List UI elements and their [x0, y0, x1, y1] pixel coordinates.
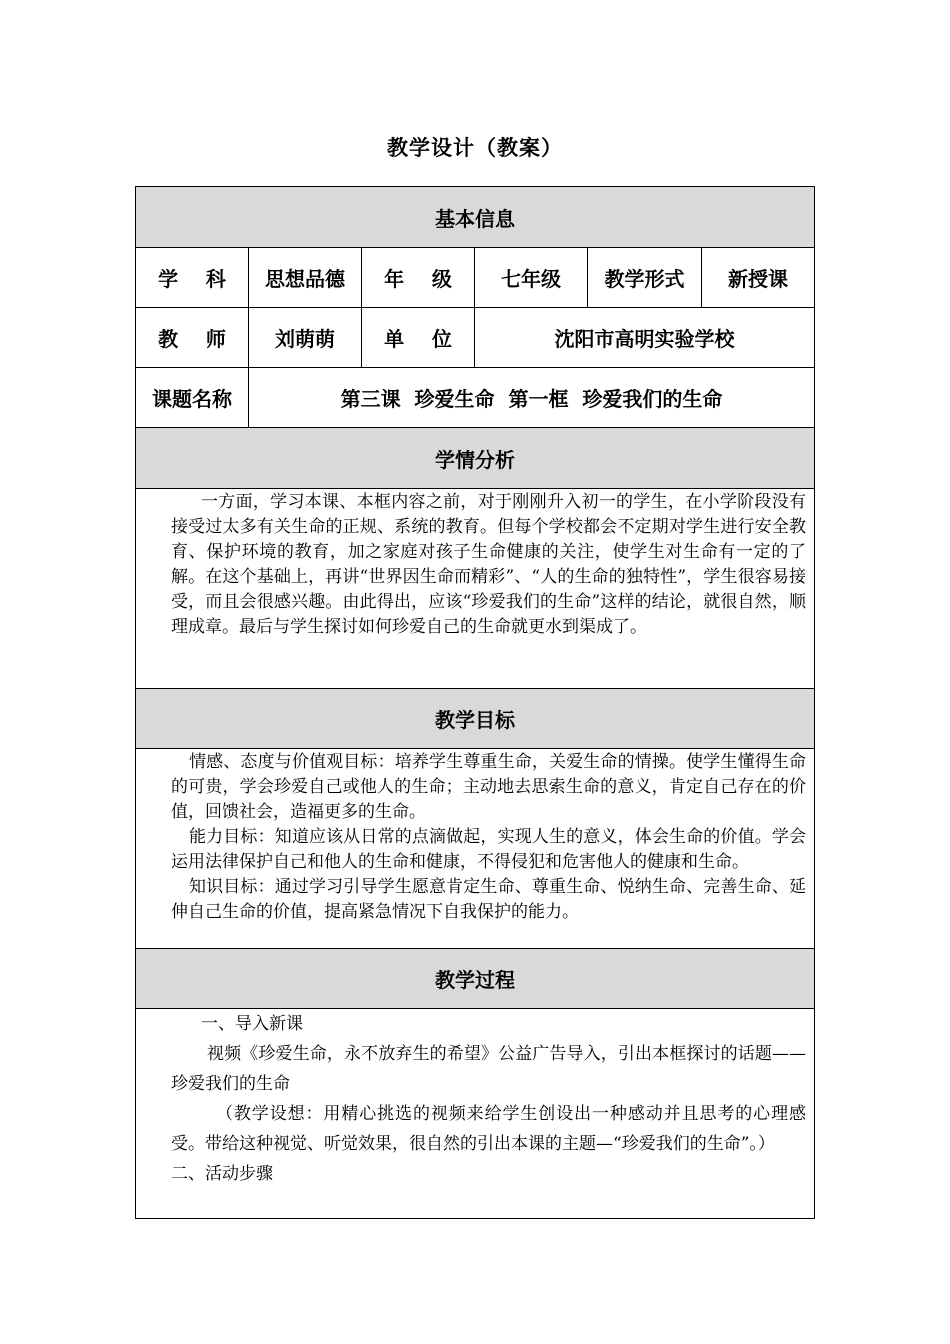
basic-info-header-text: 基本信息 [435, 206, 515, 231]
process-body [136, 1009, 814, 1218]
teacher-label: 教 师 [136, 308, 249, 367]
form-label: 教学形式 [588, 248, 702, 307]
topic-value: 第三课 珍爱生命 第一框 珍爱我们的生命 [340, 387, 723, 411]
process-header-text: 教学过程 [435, 968, 515, 992]
goal-emotion: 情感、态度与价值观目标：培养学生尊重生命，关爱生命的情操。使学生懂得生命的可贵，学会珍爱自己或他人的生命；主动地去思索生命的意义，肯定自己存在的价值，回馈社会，造福更多的生命。 [171, 752, 806, 822]
analysis-header [136, 428, 814, 489]
teacher-value: 刘萌萌 [249, 308, 362, 367]
form-value: 新授课 [728, 267, 788, 291]
goal-ability: 能力目标：知道应该从日常的点滴做起，实现人生的意义，体会生命的价值。学会运用法律保护自己和他人的生命和健康，不得侵犯和危害他人的健康和生命。 [171, 827, 806, 872]
process-step-intro: 一、导入新课 [201, 1014, 303, 1034]
process-video-line: 视频《珍爱生命，永不放弃生的希望》公益广告导入，引出本框探讨的话题——珍爱我们的生命 [171, 1044, 806, 1094]
process-design-note: （教学设想：用精心挑选的视频来给学生创设出一种感动并且思考的心理感受。带给这种视觉、听觉效果，很自然的引出本课的主题—“珍爱我们的生命”。） [171, 1104, 806, 1154]
goals-header-text: 教学目标 [435, 708, 515, 732]
grade-label: 年 级 [362, 248, 475, 307]
subject-label: 学 科 [136, 248, 249, 307]
topic-label: 课题名称 [136, 368, 249, 427]
basic-info-header [136, 187, 814, 248]
analysis-body [136, 489, 814, 689]
analysis-header-text: 学情分析 [435, 447, 515, 472]
grade-value: 七年级 [475, 248, 588, 307]
goal-knowledge: 知识目标：通过学习引导学生愿意肯定生命、尊重生命、悦纳生命、完善生命、延伸自己生命的价值，提高紧急情况下自我保护的能力。 [171, 877, 806, 922]
lesson-plan-table [135, 186, 815, 1219]
unit-label: 单 位 [362, 308, 475, 367]
subject-row [136, 248, 814, 308]
goals-body [136, 749, 814, 949]
teacher-row [136, 308, 814, 368]
process-step-activity: 二、活动步骤 [171, 1164, 273, 1184]
process-header [136, 949, 814, 1009]
analysis-paragraph: 一方面，学习本课、本框内容之前，对于刚刚升入初一的学生，在小学阶段没有接受过太多有关生命的正规、系统的教育。但每个学校都会不定期对学生进行安全教育、保护环境的教育，加之家庭对孩子生命健康的关注，使学生对生命有一定的了解。在这个基础上，再讲“世界因生命而精彩”、“人的生命的独特性”，学生很容易接受，而且会很感兴趣。由此得出，应该“珍爱我们的生命”这样的结论，就很自然，顺理成章。最后与学生探讨如何珍爱自己的生命就更水到渠成了。 [171, 492, 806, 637]
topic-row [136, 368, 814, 428]
subject-value: 思想品德 [249, 248, 362, 307]
goals-header [136, 689, 814, 749]
unit-value: 沈阳市高明实验学校 [554, 327, 735, 351]
document-title: 教学设计（教案） [387, 135, 563, 160]
